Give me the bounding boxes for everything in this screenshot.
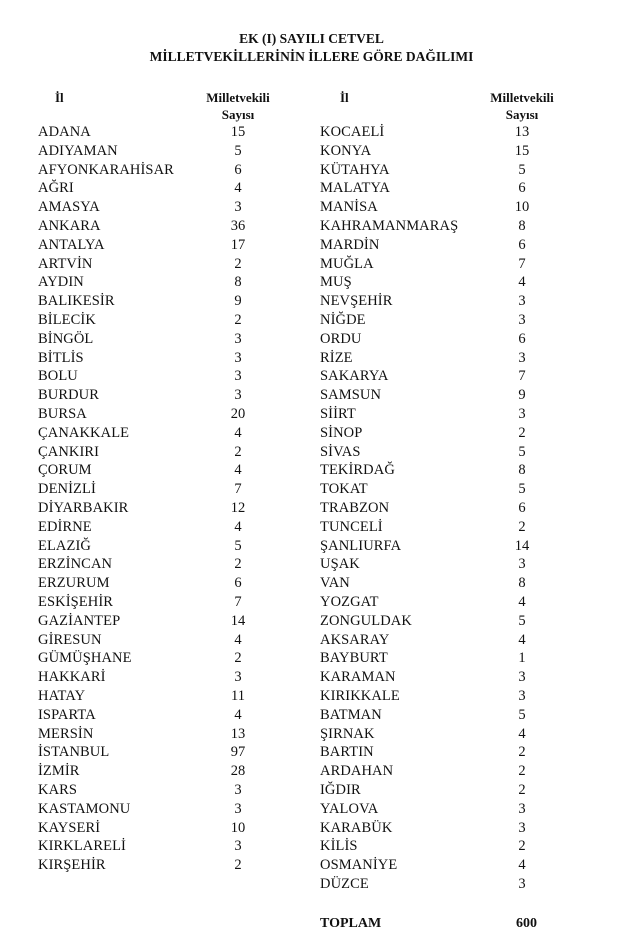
province-name: MERSİN bbox=[38, 725, 94, 742]
document-subtitle: MİLLETVEKİLLERİNİN İLLERE GÖRE DAĞILIMI bbox=[149, 49, 474, 64]
table-row bbox=[38, 856, 278, 875]
deputy-count: 6 bbox=[518, 180, 526, 197]
province-name: TOKAT bbox=[320, 481, 368, 498]
total-value: 600 bbox=[516, 916, 537, 931]
province-name: MARDİN bbox=[320, 236, 380, 253]
total-label: TOPLAM bbox=[320, 916, 382, 931]
deputy-count: 3 bbox=[234, 782, 242, 798]
deputy-count: 4 bbox=[518, 594, 526, 610]
table-row bbox=[38, 367, 278, 386]
table-row bbox=[320, 499, 562, 518]
table-row bbox=[320, 292, 562, 311]
province-name: BALIKESİR bbox=[38, 293, 115, 310]
deputy-count: 2 bbox=[518, 838, 526, 855]
left-header-il: İl bbox=[55, 90, 64, 105]
province-name: EDİRNE bbox=[38, 518, 92, 535]
table-row bbox=[38, 649, 278, 668]
deputy-count: 4 bbox=[234, 424, 242, 441]
table-row bbox=[320, 330, 562, 349]
deputy-count: 28 bbox=[230, 763, 246, 780]
table-row bbox=[320, 800, 562, 819]
table-row bbox=[38, 142, 278, 161]
deputy-count: 6 bbox=[518, 500, 526, 516]
deputy-count: 7 bbox=[234, 481, 242, 498]
deputy-count: 10 bbox=[230, 819, 246, 836]
right-header-count-line1: Milletvekili bbox=[490, 90, 554, 105]
province-name: KİLİS bbox=[320, 838, 358, 855]
table-row bbox=[320, 706, 562, 725]
table-row bbox=[320, 837, 562, 856]
deputy-count: 5 bbox=[518, 161, 526, 178]
deputy-count: 7 bbox=[518, 368, 526, 385]
right-header-il: İl bbox=[340, 90, 349, 105]
province-name: AKSARAY bbox=[320, 631, 390, 648]
province-name: SAKARYA bbox=[320, 368, 389, 385]
deputy-count: 4 bbox=[518, 631, 526, 648]
table-row bbox=[38, 386, 278, 405]
province-name: DÜZCE bbox=[320, 876, 369, 892]
table-row bbox=[38, 593, 278, 612]
province-name: AFYONKARAHİSAR bbox=[38, 161, 174, 178]
province-name: ANTALYA bbox=[38, 236, 105, 253]
province-name: YOZGAT bbox=[320, 594, 379, 610]
table-row bbox=[38, 837, 278, 856]
table-row bbox=[320, 217, 562, 236]
table-row bbox=[38, 217, 278, 236]
province-name: BAYBURT bbox=[320, 650, 388, 667]
province-name: ERZİNCAN bbox=[38, 556, 113, 573]
deputy-count: 3 bbox=[234, 349, 242, 366]
province-name: IĞDIR bbox=[320, 782, 361, 798]
deputy-count: 5 bbox=[234, 142, 242, 159]
deputy-count: 2 bbox=[518, 518, 526, 535]
province-name: KONYA bbox=[320, 142, 372, 159]
table-row bbox=[38, 499, 278, 518]
table-row bbox=[320, 461, 562, 480]
province-name: BİLECİK bbox=[38, 312, 96, 328]
table-row bbox=[320, 443, 562, 462]
province-name: KIRŞEHİR bbox=[38, 857, 106, 874]
table-row bbox=[320, 537, 562, 556]
deputy-count: 3 bbox=[234, 330, 242, 347]
province-name: ADANA bbox=[38, 124, 91, 140]
deputy-count: 3 bbox=[518, 312, 526, 328]
deputy-count: 3 bbox=[234, 387, 242, 404]
table-row bbox=[38, 762, 278, 781]
left-header-count-line2: Sayısı bbox=[221, 107, 255, 122]
deputy-count: 3 bbox=[518, 349, 526, 366]
province-name: ELAZIĞ bbox=[38, 537, 91, 554]
table-row bbox=[38, 405, 278, 424]
table-row bbox=[320, 743, 562, 762]
deputy-count: 5 bbox=[518, 612, 526, 629]
deputy-count: 4 bbox=[518, 725, 526, 742]
table-row bbox=[38, 311, 278, 330]
province-name: MANİSA bbox=[320, 199, 378, 216]
deputy-count: 20 bbox=[230, 406, 246, 422]
deputy-count: 4 bbox=[234, 518, 242, 535]
deputy-count: 2 bbox=[234, 312, 242, 328]
province-name: DENİZLİ bbox=[38, 481, 96, 498]
province-name: RİZE bbox=[320, 349, 353, 366]
province-name: İSTANBUL bbox=[38, 744, 110, 761]
deputy-count: 17 bbox=[230, 236, 246, 253]
deputy-count: 6 bbox=[234, 161, 242, 178]
table-row bbox=[38, 574, 278, 593]
deputy-count: 4 bbox=[234, 462, 242, 479]
province-name: ŞANLIURFA bbox=[320, 537, 402, 554]
table-row bbox=[320, 612, 562, 631]
table-row bbox=[38, 537, 278, 556]
document-title: EK (I) SAYILI CETVEL bbox=[239, 31, 384, 46]
deputy-count: 5 bbox=[518, 481, 526, 498]
deputy-count: 3 bbox=[234, 368, 242, 385]
table-row bbox=[38, 198, 278, 217]
table-row bbox=[38, 631, 278, 650]
province-name: SAMSUN bbox=[320, 387, 382, 404]
province-name: ANKARA bbox=[38, 218, 101, 234]
table-row bbox=[38, 424, 278, 443]
table-row bbox=[38, 781, 278, 800]
deputy-count: 36 bbox=[230, 218, 246, 234]
province-name: BATMAN bbox=[320, 706, 382, 723]
province-name: BURDUR bbox=[38, 387, 100, 404]
table-row bbox=[320, 725, 562, 744]
province-name: GAZİANTEP bbox=[38, 612, 121, 629]
deputy-count: 15 bbox=[514, 142, 530, 159]
table-row bbox=[320, 179, 562, 198]
province-name: TEKİRDAĞ bbox=[320, 462, 395, 479]
table-row bbox=[320, 405, 562, 424]
deputy-count: 12 bbox=[230, 500, 246, 516]
province-name: ARDAHAN bbox=[320, 763, 394, 780]
province-name: KIRIKKALE bbox=[320, 688, 400, 704]
left-header-count-line1: Milletvekili bbox=[206, 90, 270, 105]
table-row bbox=[38, 612, 278, 631]
province-name: UŞAK bbox=[320, 556, 360, 573]
deputy-count: 8 bbox=[518, 218, 526, 234]
province-name: BİTLİS bbox=[38, 349, 84, 366]
table-row bbox=[320, 668, 562, 687]
deputy-count: 3 bbox=[518, 669, 526, 686]
province-name: ORDU bbox=[320, 330, 362, 347]
deputy-count: 11 bbox=[231, 688, 245, 704]
deputy-count: 6 bbox=[234, 575, 242, 592]
table-row bbox=[320, 367, 562, 386]
deputy-count: 2 bbox=[518, 763, 526, 780]
table-row bbox=[38, 725, 278, 744]
province-name: MUŞ bbox=[320, 274, 352, 291]
table-row bbox=[38, 161, 278, 180]
province-name: SİİRT bbox=[320, 406, 356, 422]
province-name: ESKİŞEHİR bbox=[38, 594, 114, 610]
province-name: SİVAS bbox=[320, 443, 361, 460]
province-name: BOLU bbox=[38, 368, 78, 385]
table-row bbox=[38, 480, 278, 499]
table-row bbox=[38, 349, 278, 368]
table-row bbox=[320, 875, 562, 894]
deputy-count: 8 bbox=[234, 274, 242, 291]
table-row bbox=[320, 593, 562, 612]
deputy-count: 4 bbox=[234, 631, 242, 648]
province-name: KASTAMONU bbox=[38, 800, 131, 817]
deputy-count: 2 bbox=[234, 556, 242, 573]
deputy-count: 2 bbox=[234, 443, 242, 460]
province-name: KAYSERİ bbox=[38, 819, 101, 836]
province-name: ARTVİN bbox=[38, 255, 93, 272]
province-name: GÜMÜŞHANE bbox=[38, 650, 132, 667]
deputy-count: 8 bbox=[518, 575, 526, 592]
deputy-count: 9 bbox=[234, 293, 242, 310]
table-row bbox=[320, 311, 562, 330]
table-row bbox=[38, 292, 278, 311]
province-name: KARS bbox=[38, 782, 78, 798]
province-name: KOCAELİ bbox=[320, 124, 385, 140]
deputy-count: 3 bbox=[234, 669, 242, 686]
table-row bbox=[38, 743, 278, 762]
table-row bbox=[320, 142, 562, 161]
table-row bbox=[320, 480, 562, 499]
deputy-count: 3 bbox=[518, 800, 526, 817]
table-row bbox=[38, 273, 278, 292]
deputy-count: 4 bbox=[234, 706, 242, 723]
table-row bbox=[38, 819, 278, 838]
province-name: NEVŞEHİR bbox=[320, 293, 393, 310]
province-name: AYDIN bbox=[38, 274, 84, 291]
province-name: HAKKARİ bbox=[38, 669, 106, 686]
province-name: MUĞLA bbox=[320, 255, 374, 272]
table-row bbox=[320, 198, 562, 217]
table-row bbox=[38, 236, 278, 255]
province-name: İZMİR bbox=[38, 763, 80, 780]
table-row bbox=[320, 123, 562, 142]
table-row bbox=[38, 668, 278, 687]
province-name: TUNCELİ bbox=[320, 518, 383, 535]
deputy-count: 6 bbox=[518, 236, 526, 253]
province-name: VAN bbox=[320, 575, 350, 592]
table-row bbox=[320, 781, 562, 800]
province-name: ÇANAKKALE bbox=[38, 424, 130, 441]
province-name: TRABZON bbox=[320, 500, 390, 516]
table-row bbox=[320, 518, 562, 537]
table-row bbox=[38, 443, 278, 462]
table-row bbox=[320, 574, 562, 593]
table-row bbox=[320, 687, 562, 706]
province-name: SİNOP bbox=[320, 424, 363, 441]
province-name: AĞRI bbox=[38, 180, 74, 197]
deputy-count: 5 bbox=[518, 706, 526, 723]
deputy-count: 4 bbox=[234, 180, 242, 197]
province-name: MALATYA bbox=[320, 180, 390, 197]
deputy-count: 10 bbox=[514, 199, 530, 216]
deputy-count: 3 bbox=[518, 556, 526, 573]
deputy-count: 4 bbox=[518, 274, 526, 291]
province-name: ADIYAMAN bbox=[38, 142, 118, 159]
deputy-count: 3 bbox=[234, 800, 242, 817]
deputy-count: 13 bbox=[514, 124, 530, 140]
deputy-count: 2 bbox=[234, 255, 242, 272]
table-row bbox=[320, 424, 562, 443]
deputy-count: 3 bbox=[518, 293, 526, 310]
province-name: AMASYA bbox=[38, 199, 100, 216]
deputy-count: 3 bbox=[518, 876, 526, 892]
deputy-count: 3 bbox=[518, 406, 526, 422]
province-name: KARABÜK bbox=[320, 819, 393, 836]
deputy-count: 14 bbox=[230, 612, 246, 629]
province-name: ZONGULDAK bbox=[320, 612, 412, 629]
deputy-count: 14 bbox=[514, 537, 530, 554]
table-row bbox=[38, 461, 278, 480]
province-name: ISPARTA bbox=[38, 706, 96, 723]
deputy-count: 7 bbox=[234, 594, 242, 610]
deputy-count: 13 bbox=[230, 725, 246, 742]
table-row bbox=[320, 649, 562, 668]
right-header-count-line2: Sayısı bbox=[505, 107, 539, 122]
province-name: KÜTAHYA bbox=[320, 161, 390, 178]
deputy-count: 2 bbox=[518, 782, 526, 798]
table-row bbox=[38, 255, 278, 274]
table-row bbox=[320, 349, 562, 368]
deputy-count: 3 bbox=[518, 688, 526, 704]
table-row bbox=[38, 555, 278, 574]
province-name: GİRESUN bbox=[38, 631, 102, 648]
province-name: OSMANİYE bbox=[320, 857, 398, 874]
table-row bbox=[38, 800, 278, 819]
table-row bbox=[38, 518, 278, 537]
table-row bbox=[320, 819, 562, 838]
table-row bbox=[320, 386, 562, 405]
deputy-count: 4 bbox=[518, 857, 526, 874]
table-row bbox=[320, 161, 562, 180]
table-row bbox=[38, 123, 278, 142]
deputy-count: 15 bbox=[230, 124, 246, 140]
province-name: ŞIRNAK bbox=[320, 725, 375, 742]
table-row bbox=[38, 687, 278, 706]
deputy-count: 1 bbox=[518, 650, 526, 667]
deputy-count: 6 bbox=[518, 330, 526, 347]
province-name: DİYARBAKIR bbox=[38, 500, 129, 516]
table-row bbox=[320, 273, 562, 292]
table-row bbox=[320, 555, 562, 574]
province-name: KAHRAMANMARAŞ bbox=[320, 218, 459, 234]
province-name: NİĞDE bbox=[320, 312, 366, 328]
deputy-count: 8 bbox=[518, 462, 526, 479]
deputy-count: 5 bbox=[518, 443, 526, 460]
province-name: ERZURUM bbox=[38, 575, 110, 592]
deputy-count: 7 bbox=[518, 255, 526, 272]
province-name: ÇORUM bbox=[38, 462, 92, 479]
deputy-count: 3 bbox=[234, 199, 242, 216]
table-row bbox=[320, 631, 562, 650]
province-name: BURSA bbox=[38, 406, 87, 422]
province-name: ÇANKIRI bbox=[38, 443, 100, 460]
table-row bbox=[38, 706, 278, 725]
deputy-count: 3 bbox=[234, 838, 242, 855]
province-name: YALOVA bbox=[320, 800, 379, 817]
table-row bbox=[38, 330, 278, 349]
province-name: KARAMAN bbox=[320, 669, 396, 686]
table-row bbox=[320, 236, 562, 255]
deputy-count: 97 bbox=[230, 744, 246, 761]
table-row bbox=[320, 762, 562, 781]
deputy-count: 3 bbox=[518, 819, 526, 836]
deputy-count: 2 bbox=[518, 744, 526, 761]
province-name: BİNGÖL bbox=[38, 330, 94, 347]
deputy-count: 2 bbox=[234, 857, 242, 874]
deputy-count: 2 bbox=[234, 650, 242, 667]
table-row bbox=[38, 179, 278, 198]
table-row bbox=[320, 856, 562, 875]
table-row bbox=[320, 255, 562, 274]
province-name: KIRKLARELİ bbox=[38, 838, 126, 855]
deputy-count: 5 bbox=[234, 537, 242, 554]
province-name: HATAY bbox=[38, 688, 86, 704]
deputy-count: 9 bbox=[518, 387, 526, 404]
deputy-count: 2 bbox=[518, 424, 526, 441]
province-name: BARTIN bbox=[320, 744, 374, 761]
